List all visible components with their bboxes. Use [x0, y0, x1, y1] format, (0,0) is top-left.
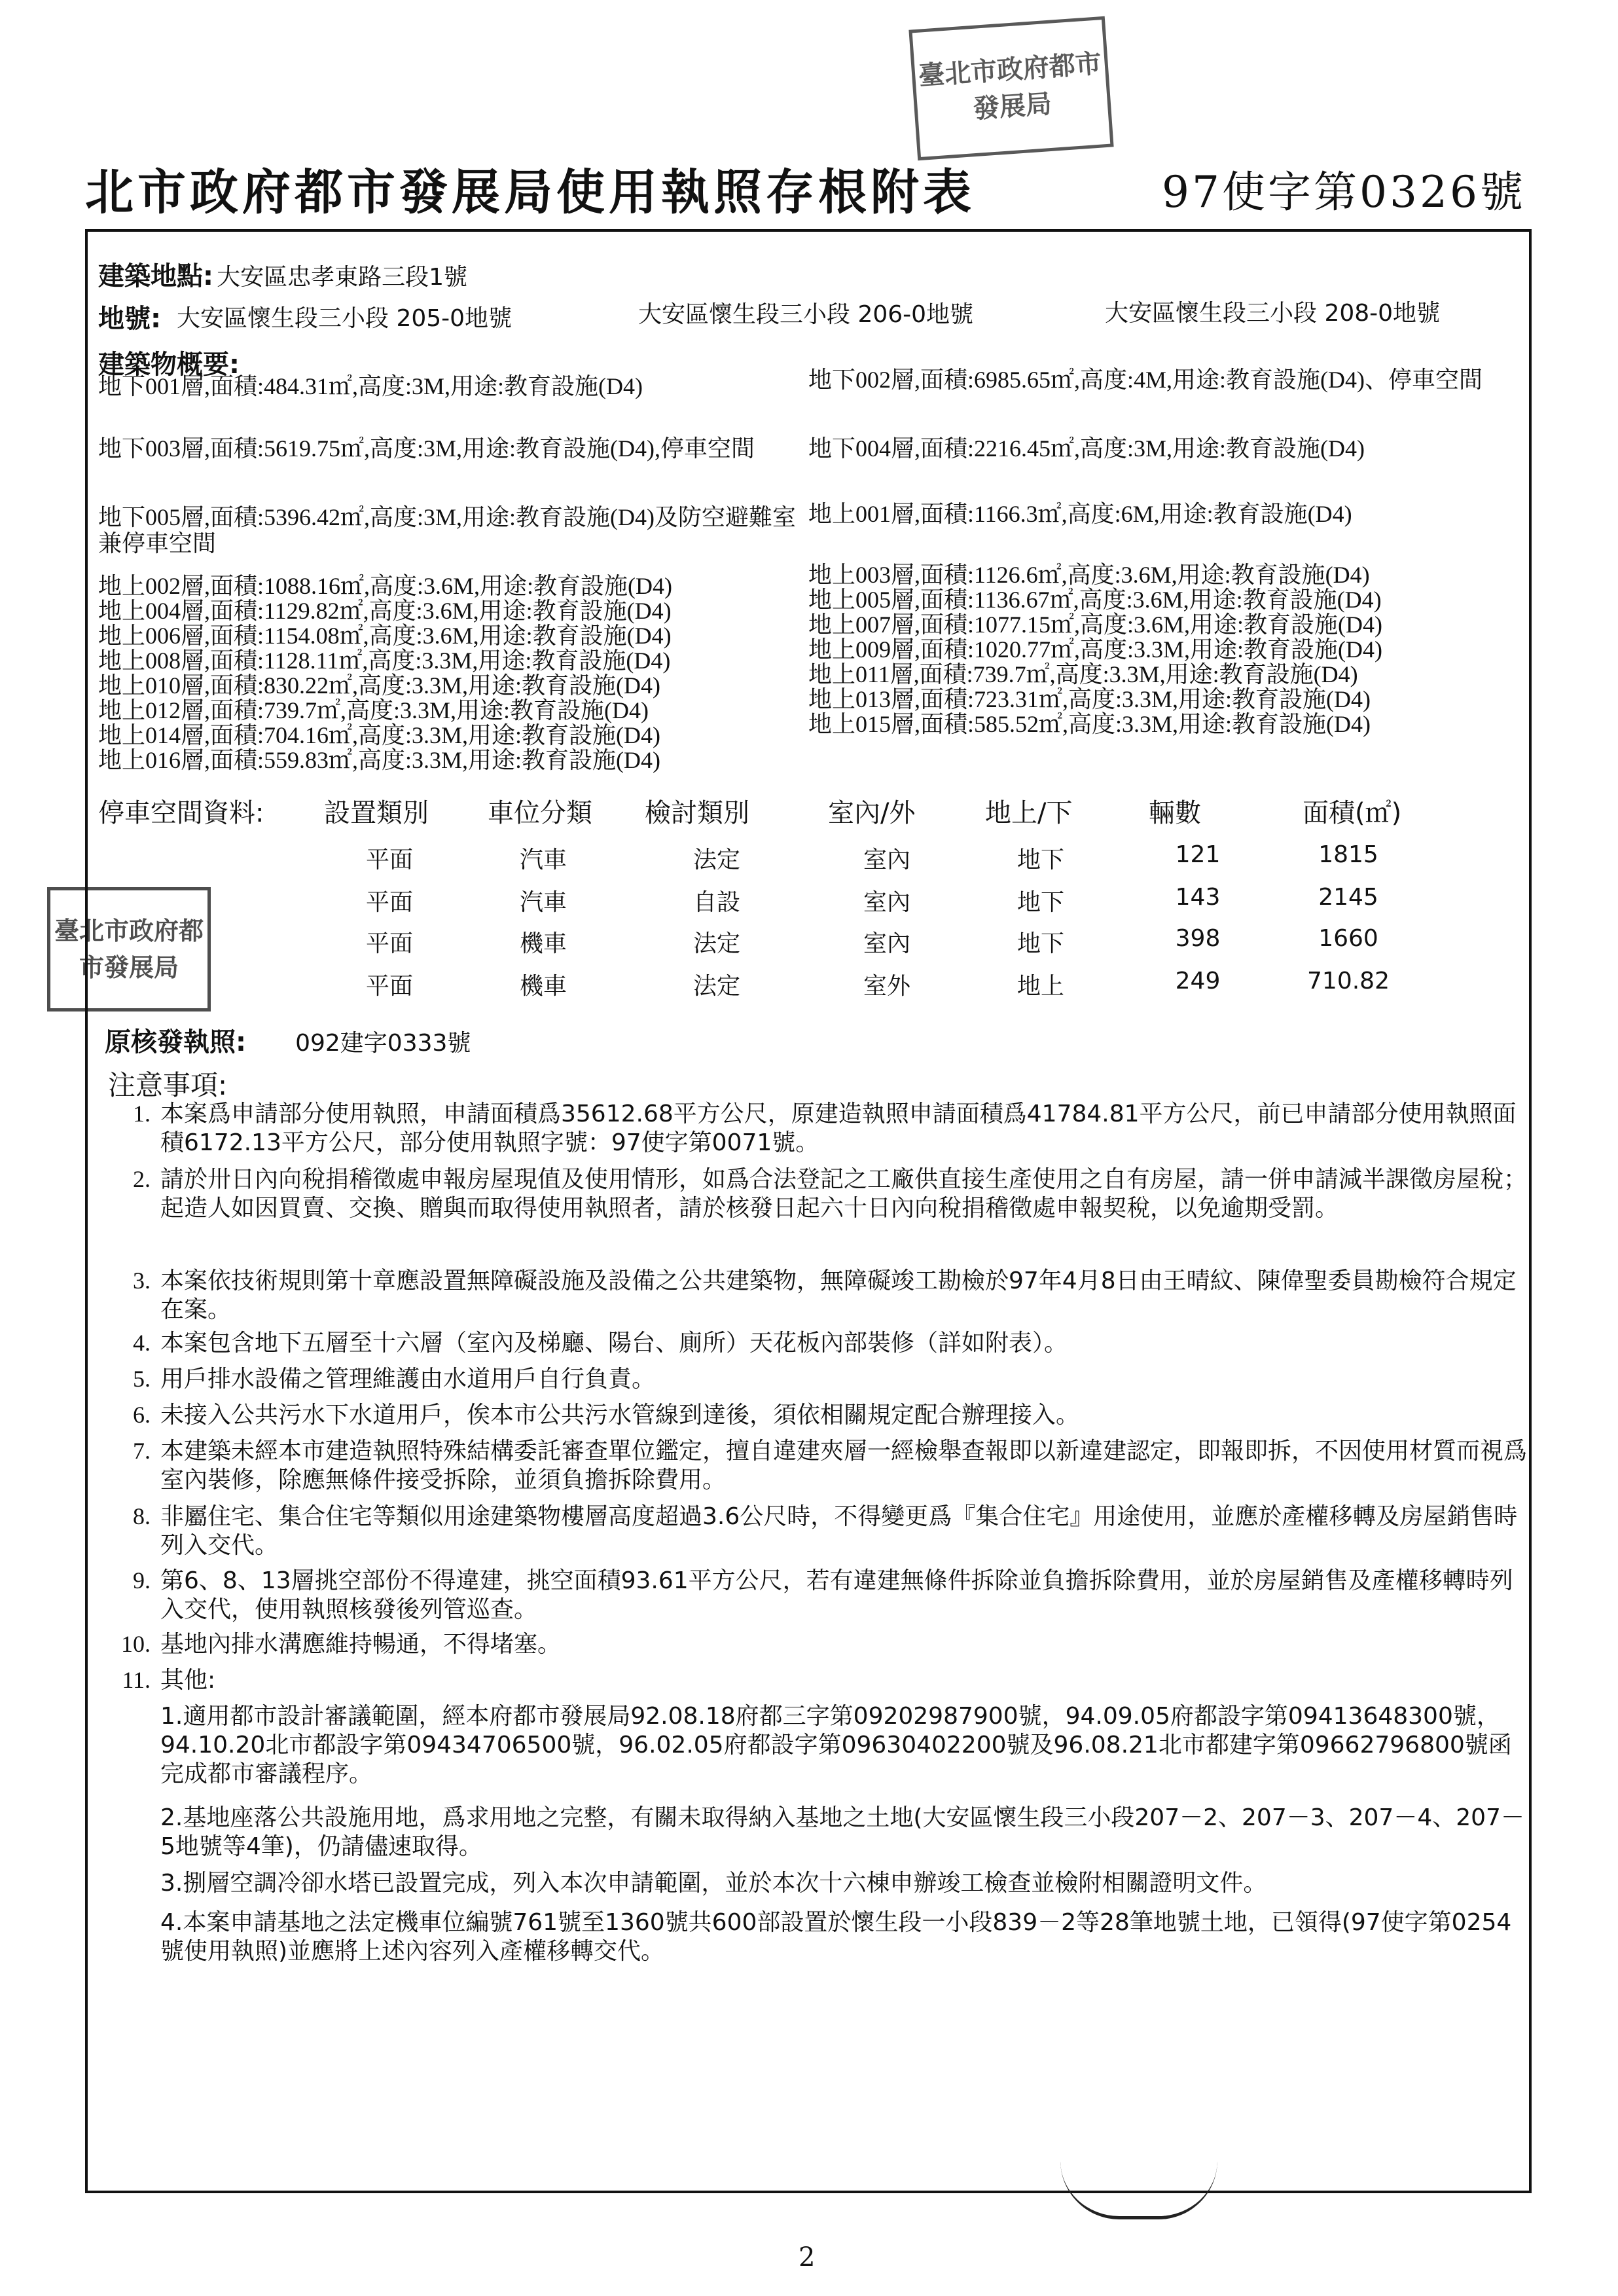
parking-cell: 機車: [519, 930, 567, 957]
page-number: 2: [799, 2242, 816, 2272]
floor-entry: 地上013層,面積:723.31㎡,高度:3.3M,用途:教育設施(D4): [808, 686, 1371, 712]
note-item: 本案爲申請部分使用執照，申請面積爲35612.68平方公尺，原建造執照申請面積爲41784.81平方公尺，前已申請部分使用執照面積6172.13平方公尺，部分使用執照字號：97使字第0071號。: [160, 1101, 1517, 1156]
floor-entry: 地上001層,面積:1166.3㎡,高度:6M,用途:教育設施(D4): [808, 501, 1352, 527]
notes-label: 注意事項:: [108, 1069, 228, 1101]
parking-cell: 汽車: [519, 847, 567, 873]
parking-cell: 汽車: [519, 889, 567, 916]
floor-entry: 地上009層,面積:1020.77㎡,高度:3.3M,用途:教育設施(D4): [808, 636, 1382, 663]
parking-header: 面積(㎡): [1303, 798, 1402, 828]
address-row: [98, 255, 467, 293]
note-number: 1.: [133, 1101, 151, 1127]
note-sub-item: 3.捌層空調冷卻水塔已設置完成，列入本次申請範圍，並於本次十六棟申辦竣工檢查並檢附相關證明文件。: [160, 1870, 1267, 1897]
note-item: 未接入公共污水下水道用戶，俟本市公共污水管線到達後，須依相關規定配合辦理接入。: [160, 1402, 1080, 1429]
parking-cell: 398: [1175, 925, 1221, 952]
floor-entry: 地上014層,面積:704.16㎡,高度:3.3M,用途:教育設施(D4): [98, 722, 660, 748]
official-seal-top: [908, 16, 1113, 160]
floor-entry: 地下005層,面積:5396.42㎡,高度:3M,用途:教育設施(D4)及防空避難室兼停車空間: [98, 504, 796, 556]
floor-entry: 地上002層,面積:1088.16㎡,高度:3.6M,用途:教育設施(D4): [98, 573, 672, 599]
summary-label: 建築物概要:: [98, 350, 240, 380]
parking-cell: 710.82: [1307, 968, 1390, 994]
parking-cell: 法定: [692, 930, 740, 957]
address-value: 大安區忠孝東路三段1號: [217, 264, 467, 291]
parking-cell: 室外: [863, 973, 910, 1000]
parking-cell: 室內: [863, 889, 910, 916]
original-permit-label: 原核發執照:: [105, 1027, 246, 1057]
note-item: 請於卅日內向稅捐稽徵處申報房屋現值及使用情形，如爲合法登記之工廠供直接生產使用之自有房屋，請一併申請減半課徵房屋稅；起造人如因買賣、交換、贈與而取得使用執照者，請於核發日起六十日內向稅捐稽徵處申報契稅，以免逾期受罰。: [160, 1166, 1528, 1222]
parking-cell: 自設: [692, 889, 740, 916]
parking-cell: 法定: [692, 973, 740, 1000]
floor-entry: 地下001層,面積:484.31㎡,高度:3M,用途:教育設施(D4): [98, 373, 643, 399]
floor-entry: 地上006層,面積:1154.08㎡,高度:3.6M,用途:教育設施(D4): [98, 623, 672, 649]
note-item: 非屬住宅、集合住宅等類似用途建築物樓層高度超過3.6公尺時，不得變更爲『集合住宅』用途使用，並應於產權移轉及房屋銷售時列入交代。: [160, 1503, 1518, 1559]
note-number: 3.: [133, 1267, 151, 1294]
parking-cell: 2145: [1318, 884, 1378, 911]
lot-2: 大安區懷生段三小段 206-0地號: [638, 301, 974, 328]
floor-entry: 地上007層,面積:1077.15㎡,高度:3.6M,用途:教育設施(D4): [808, 611, 1382, 638]
floor-entry: 地上004層,面積:1129.82㎡,高度:3.6M,用途:教育設施(D4): [98, 598, 672, 624]
note-number: 10.: [121, 1631, 151, 1657]
floor-entry: 地上012層,面積:739.7㎡,高度:3.3M,用途:教育設施(D4): [98, 697, 649, 723]
floor-entry: 地下003層,面積:5619.75㎡,高度:3M,用途:教育設施(D4),停車空間: [98, 435, 755, 462]
floor-entry: 地上016層,面積:559.83㎡,高度:3.3M,用途:教育設施(D4): [98, 747, 660, 773]
floor-entry: 地上008層,面積:1128.11㎡,高度:3.3M,用途:教育設施(D4): [98, 647, 671, 674]
note-number: 6.: [133, 1402, 151, 1428]
lot-label: 地號:: [98, 304, 161, 334]
note-number: 4.: [133, 1330, 151, 1356]
note-item: 其他:: [160, 1667, 216, 1694]
parking-header: 檢討類別: [645, 798, 749, 828]
parking-cell: 室內: [863, 930, 910, 957]
note-item: 本案依技術規則第十章應設置無障礙設施及設備之公共建築物，無障礙竣工勘檢於97年4月8日由王晴紋、陳偉聖委員勘檢符合規定在案。: [160, 1267, 1517, 1323]
parking-cell: 地上: [1016, 973, 1064, 1000]
note-sub-item: 1.適用都市設計審議範圍，經本府都市發展局92.08.18府都三字第09202987900號，94.09.05府都設字第09413648300號，94.10.20北市都設字第09434706500號，96.02.05府都設字第09630402200號及96.08.21北市都建字第09662796800號函完成都市審議程序。: [160, 1703, 1512, 1787]
note-number: 2.: [133, 1166, 151, 1192]
seal-left-text: 臺北市政府都市發展局: [54, 916, 204, 982]
original-permit-row: [105, 1021, 471, 1059]
page-title: 北市政府都市發展局使用執照存根附表: [85, 164, 975, 221]
floor-entry: 地上003層,面積:1126.6㎡,高度:3.6M,用途:教育設施(D4): [808, 562, 1370, 588]
parking-cell: 機車: [519, 973, 567, 1000]
parking-header: 地上/下: [985, 798, 1073, 828]
parking-header: 輛數: [1149, 798, 1201, 828]
floor-entry: 地上011層,面積:739.7㎡,高度:3.3M,用途:教育設施(D4): [808, 661, 1358, 687]
parking-cell: 地下: [1016, 930, 1064, 957]
note-item: 用戶排水設備之管理維護由水道用戶自行負責。: [160, 1366, 656, 1393]
seal-top-text: 臺北市政府都市發展局: [917, 48, 1103, 125]
note-number: 11.: [122, 1667, 151, 1693]
parking-cell: 1660: [1318, 925, 1378, 952]
note-item: 本案包含地下五層至十六層（室內及梯廳、陽台、廁所）天花板內部裝修（詳如附表）。: [160, 1330, 1068, 1357]
parking-cell: 平面: [365, 889, 413, 916]
address-label: 建築地點:: [98, 261, 213, 291]
parking-header: 設置類別: [324, 798, 429, 828]
original-permit-value: 092建字0333號: [295, 1030, 471, 1057]
lot-1: 大安區懷生段三小段 205-0地號: [177, 305, 512, 332]
parking-cell: 249: [1175, 968, 1221, 994]
parking-cell: 121: [1175, 841, 1221, 868]
parking-cell: 室內: [863, 847, 910, 873]
parking-cell: 平面: [365, 847, 413, 873]
permit-number: 97使字第0326號: [1162, 167, 1526, 217]
note-number: 8.: [133, 1503, 151, 1529]
parking-header: 室內/外: [828, 798, 916, 828]
parking-cell: 法定: [692, 847, 740, 873]
floor-entry: 地上005層,面積:1136.67㎡,高度:3.6M,用途:教育設施(D4): [808, 587, 1382, 613]
note-number: 7.: [133, 1438, 151, 1464]
note-number: 9.: [133, 1567, 151, 1594]
parking-cell: 143: [1175, 884, 1221, 911]
parking-cell: 1815: [1318, 841, 1378, 868]
floor-entry: 地下004層,面積:2216.45㎡,高度:3M,用途:教育設施(D4): [808, 435, 1365, 462]
floor-entry: 地上010層,面積:830.22㎡,高度:3.3M,用途:教育設施(D4): [98, 672, 660, 699]
note-item: 本建築未經本市建造執照特殊結構委託審查單位鑑定，擅自違建夾層一經檢舉查報即以新違建認定，即報即拆，不因使用材質而視爲室內裝修，除應無條件接受拆除，並須負擔拆除費用。: [160, 1438, 1528, 1493]
note-number: 5.: [133, 1366, 151, 1392]
note-sub-item: 4.本案申請基地之法定機車位編號761號至1360號共600部設置於懷生段一小段839－2等28筆地號土地，已領得(97使字第0254號使用執照)並應將上述內容列入產權移轉交代。: [160, 1909, 1512, 1965]
bottom-seal-mark: [1060, 2160, 1217, 2219]
lot-3: 大安區懷生段三小段 208-0地號: [1105, 300, 1441, 327]
parking-cell: 地下: [1016, 847, 1064, 873]
note-item: 第6、8、13層挑空部份不得違建，挑空面積93.61平方公尺，若有違建無條件拆除並負擔拆除費用，並於房屋銷售及產權移轉時列入交代，使用執照核發後列管巡查。: [160, 1567, 1513, 1623]
parking-label: 停車空間資料:: [98, 798, 264, 828]
floor-entry: 地上015層,面積:585.52㎡,高度:3.3M,用途:教育設施(D4): [808, 711, 1371, 737]
floor-entry: 地下002層,面積:6985.65㎡,高度:4M,用途:教育設施(D4)、停車空間: [808, 367, 1483, 393]
parking-cell: 平面: [365, 973, 413, 1000]
note-item: 基地內排水溝應維持暢通，不得堵塞。: [160, 1631, 562, 1658]
note-sub-item: 2.基地座落公共設施用地，爲求用地之完整，有關未取得納入基地之土地(大安區懷生段三小段207－2、207－3、207－4、207－5地號等4筆)，仍請儘速取得。: [160, 1804, 1524, 1860]
parking-cell: 地下: [1016, 889, 1064, 916]
parking-header: 車位分類: [488, 798, 592, 828]
parking-cell: 平面: [365, 930, 413, 957]
lot-row: [98, 298, 161, 335]
